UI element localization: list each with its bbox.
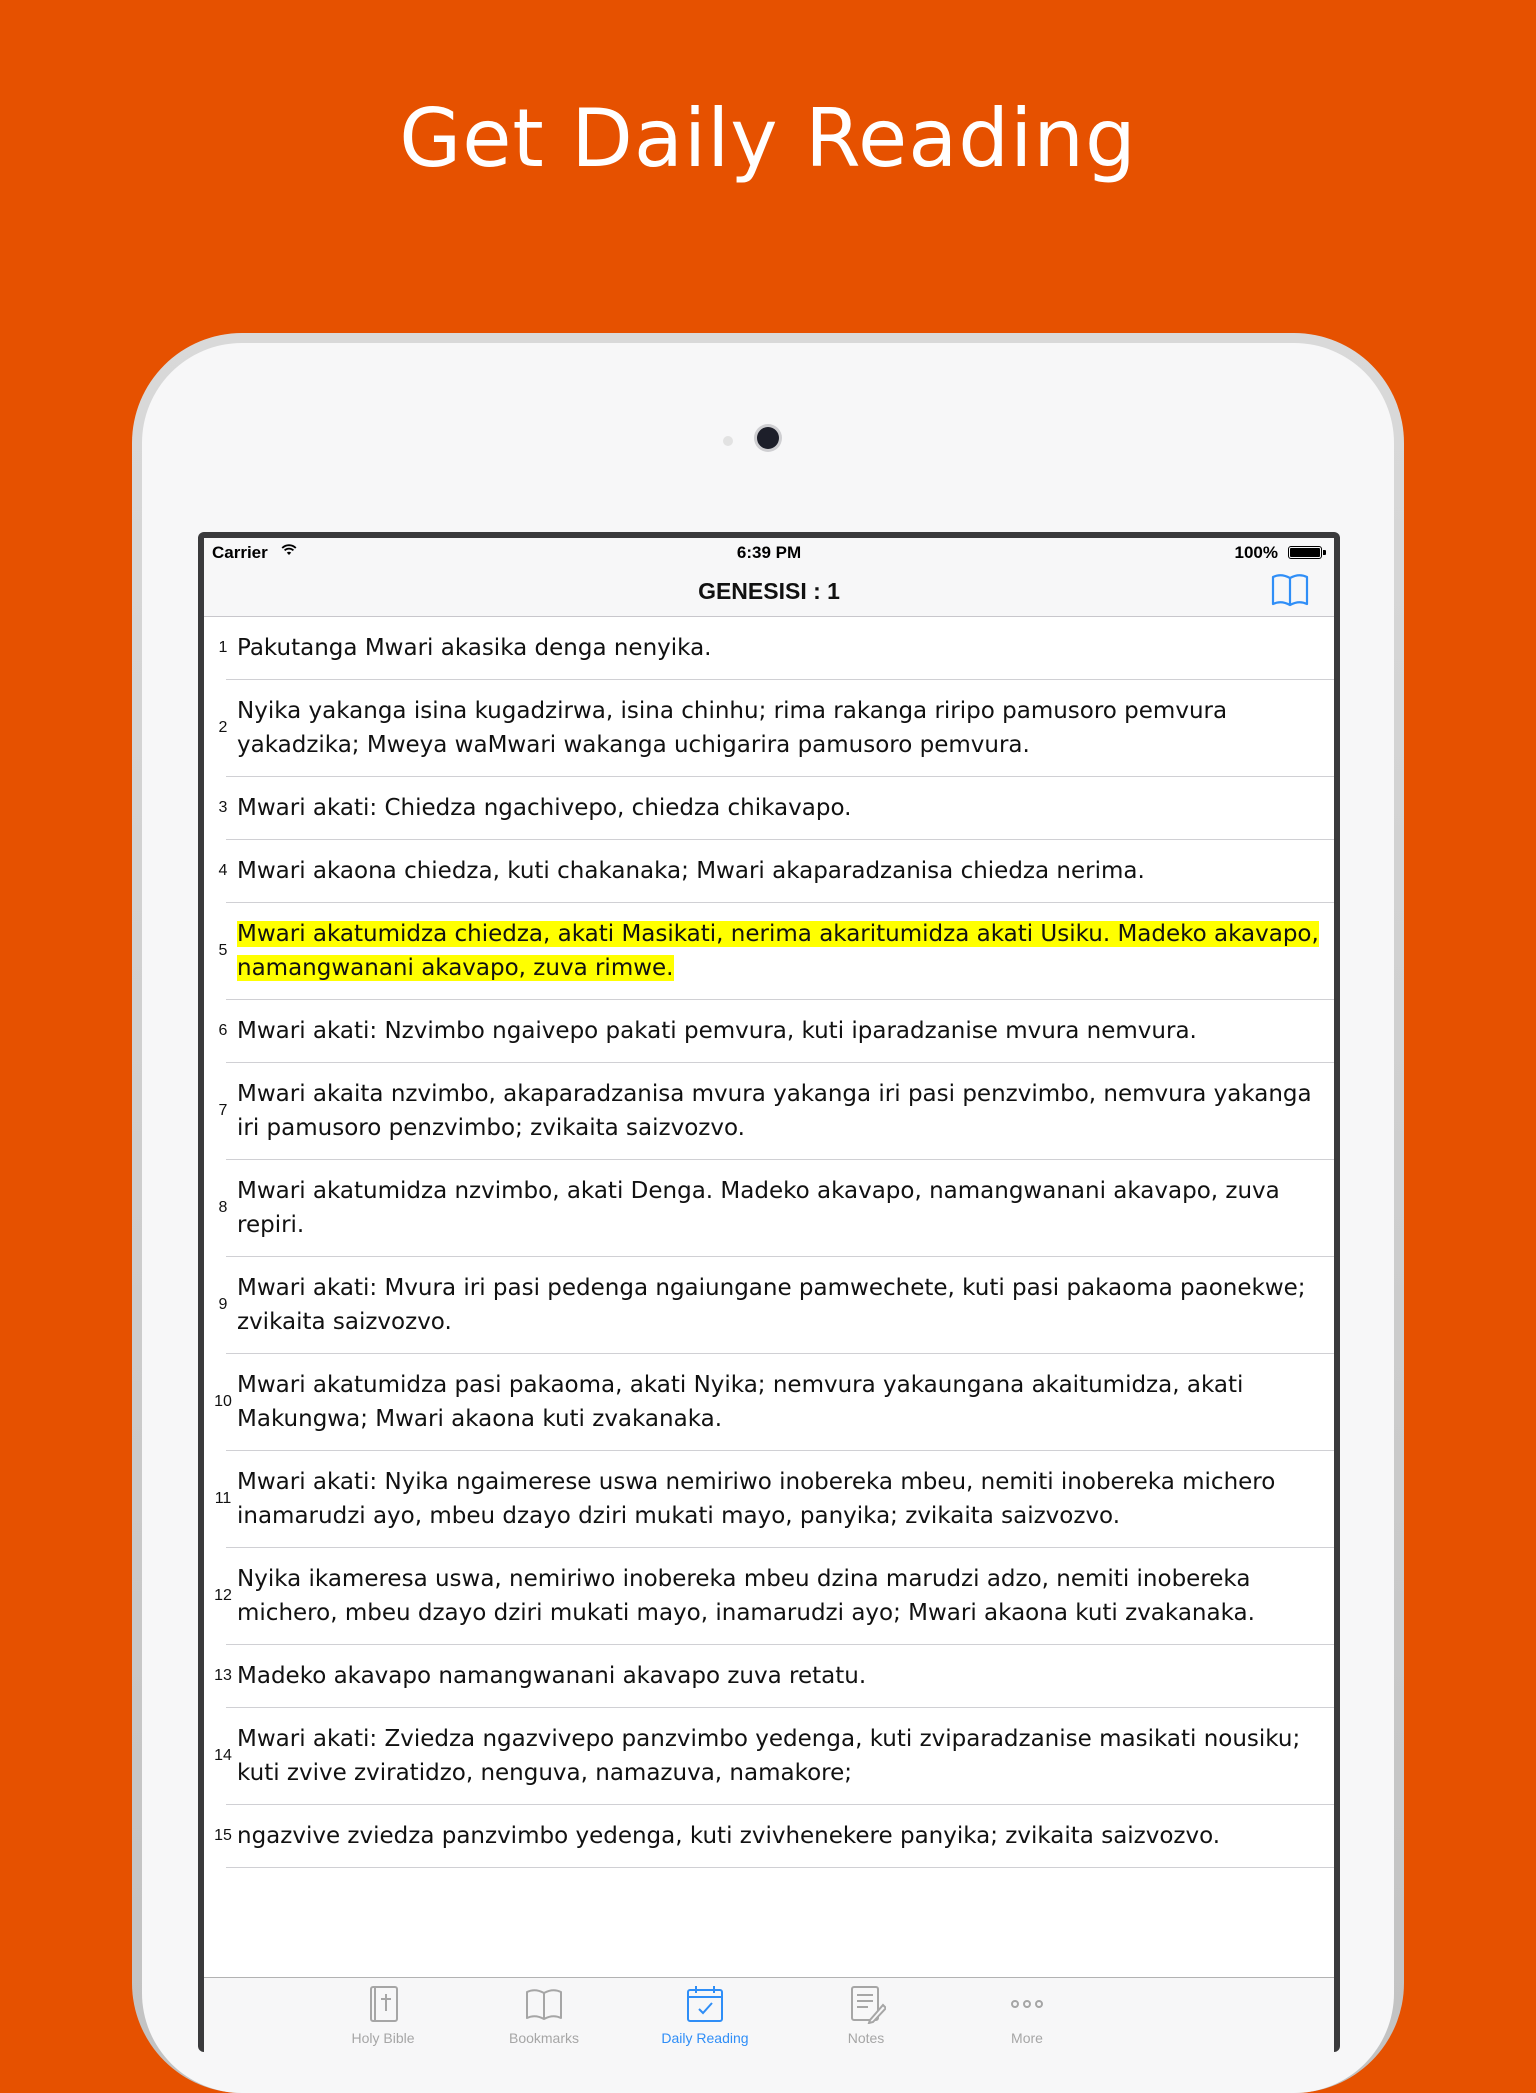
verse-number: 14 bbox=[214, 1747, 232, 1764]
verse-number: 7 bbox=[218, 1102, 228, 1119]
verse-number: 5 bbox=[218, 942, 228, 959]
front-camera bbox=[757, 427, 779, 449]
tab-daily-reading[interactable] bbox=[630, 1978, 780, 2052]
verse-text: Mwari akatumidza pasi pakaoma, akati Nyika; nemvura yakaungana akaitumidza, akati Makungwa; Mwari akaona kuti zvakanaka. bbox=[237, 1372, 1244, 1432]
headline: Get Daily Reading bbox=[399, 92, 1137, 185]
notes-icon bbox=[846, 1984, 886, 2024]
verse-number: 6 bbox=[218, 1022, 228, 1039]
open-book-icon[interactable] bbox=[1270, 572, 1310, 608]
tab-more[interactable] bbox=[952, 1978, 1102, 2052]
verse-row[interactable] bbox=[218, 1257, 1334, 1354]
tab-label: Notes bbox=[847, 2030, 885, 2046]
tab-bookmarks[interactable] bbox=[469, 1978, 619, 2052]
verse-text: Mwari akati: Chiedza ngachivepo, chiedza chikavapo. bbox=[237, 795, 852, 821]
verse-number: 3 bbox=[218, 799, 228, 816]
verse-number: 11 bbox=[214, 1490, 232, 1507]
tab-holy-bible[interactable] bbox=[308, 1978, 458, 2052]
battery-percent: 100% bbox=[1234, 543, 1278, 562]
verse-text: Mwari akaita nzvimbo, akaparadzanisa mvura yakanga iri pasi penzvimbo, nemvura yakanga iri pamusoro penzvimbo; zvikaita saizvozvo. bbox=[237, 1081, 1312, 1141]
verse-number: 2 bbox=[218, 719, 228, 736]
verse-text: Madeko akavapo namangwanani akavapo zuva retatu. bbox=[237, 1663, 867, 1689]
verse-number: 12 bbox=[214, 1587, 232, 1604]
verse-row[interactable] bbox=[218, 617, 1334, 680]
verse-text: Pakutanga Mwari akasika denga nenyika. bbox=[237, 635, 712, 661]
carrier-label: Carrier bbox=[212, 543, 268, 562]
tab-label: Daily Reading bbox=[661, 2030, 749, 2046]
verse-row[interactable] bbox=[218, 1063, 1334, 1160]
tab-label: Bookmarks bbox=[508, 2030, 580, 2046]
verse-row[interactable] bbox=[218, 680, 1334, 777]
verse-text: Nyika ikameresa uswa, nemiriwo inobereka mbeu dzina marudzi adzo, nemiti inobereka michero, mbeu dzayo dziri mukati mayo, inamarudzi ayo; Mwari akaona kuti zvakanaka. bbox=[237, 1566, 1255, 1626]
verse-row[interactable] bbox=[214, 1451, 1334, 1548]
verse-text: ngazvive zviedza panzvimbo yedenga, kuti zvivhenekere panyika; zvikaita saizvozvo. bbox=[237, 1823, 1221, 1849]
verse-number: 8 bbox=[218, 1199, 228, 1216]
verse-list[interactable] bbox=[204, 617, 1334, 1868]
bible-icon bbox=[363, 1984, 403, 2024]
status-bar bbox=[204, 538, 1334, 564]
battery-icon bbox=[1288, 546, 1322, 559]
verse-text: Mwari akatumidza nzvimbo, akati Denga. Madeko akavapo, namangwanani akavapo, zuva repiri. bbox=[237, 1178, 1280, 1238]
verse-text: Mwari akati: Mvura iri pasi pedenga ngaiungane pamwechete, kuti pasi pakaoma paonekwe; zvikaita saizvozvo. bbox=[237, 1275, 1306, 1335]
verse-row[interactable] bbox=[218, 840, 1334, 903]
tab-label: Holy Bible bbox=[351, 2030, 415, 2046]
bookmarks-icon bbox=[524, 1984, 564, 2024]
verse-number: 1 bbox=[218, 639, 228, 656]
device-screen bbox=[198, 532, 1340, 2052]
tab-label: More bbox=[1011, 2030, 1043, 2046]
verse-text: Mwari akati: Nzvimbo ngaivepo pakati pemvura, kuti iparadzanise mvura nemvura. bbox=[237, 1018, 1197, 1044]
verse-row[interactable] bbox=[218, 777, 1334, 840]
verse-row[interactable] bbox=[218, 903, 1334, 1000]
verse-number: 9 bbox=[218, 1296, 228, 1313]
light-sensor bbox=[723, 436, 733, 446]
app-window bbox=[204, 538, 1334, 2052]
verse-row[interactable] bbox=[218, 1160, 1334, 1257]
clock: 6:39 PM bbox=[736, 543, 802, 562]
navigation-bar bbox=[204, 564, 1334, 617]
verse-number: 13 bbox=[214, 1667, 232, 1684]
verse-row[interactable] bbox=[214, 1354, 1334, 1451]
calendar-check-icon bbox=[685, 1984, 725, 2024]
verse-text: Mwari akati: Nyika ngaimerese uswa nemiriwo inobereka mbeu, nemiti inobereka michero inamarudzi ayo, mbeu dzayo dziri mukati mayo, panyika; zvikaita saizvozvo. bbox=[237, 1469, 1276, 1529]
verse-row[interactable] bbox=[218, 1000, 1334, 1063]
verse-row[interactable] bbox=[214, 1805, 1334, 1868]
verse-text: Mwari akati: Zviedza ngazvivepo panzvimbo yedenga, kuti zviparadzanise masikati nousiku; kuti zvive zviratidzo, nenguva, namazuva, namakore; bbox=[237, 1726, 1301, 1786]
verse-row[interactable] bbox=[214, 1548, 1334, 1645]
verse-text: Mwari akaona chiedza, kuti chakanaka; Mwari akaparadzanisa chiedza nerima. bbox=[237, 858, 1145, 884]
tab-notes[interactable] bbox=[791, 1978, 941, 2052]
highlighted-verse-text: Mwari akatumidza chiedza, akati Masikati, nerima akaritumidza akati Usiku. Madeko akavapo, namangwanani akavapo, zuva rimwe. bbox=[237, 921, 1319, 981]
verse-number: 15 bbox=[214, 1827, 232, 1844]
more-icon bbox=[1007, 1984, 1047, 2024]
verse-text: Nyika yakanga isina kugadzirwa, isina chinhu; rima rakanga riripo pamusoro pemvura yakadzika; Mweya waMwari wakanga uchigarira pamusoro pemvura. bbox=[237, 698, 1228, 758]
chapter-title: GENESISI : 1 bbox=[698, 578, 840, 604]
verse-number: 10 bbox=[214, 1393, 232, 1410]
verse-row[interactable] bbox=[214, 1645, 1334, 1708]
tab-bar bbox=[204, 1977, 1334, 2052]
verse-number: 4 bbox=[218, 862, 228, 879]
verse-row[interactable] bbox=[214, 1708, 1334, 1805]
